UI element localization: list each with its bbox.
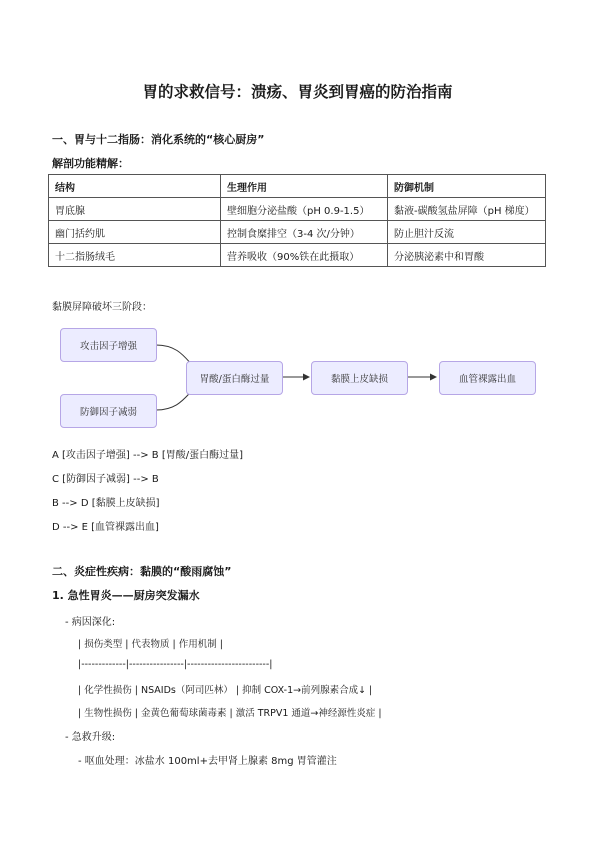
diagram-node-a: 攻击因子增强 xyxy=(60,328,157,362)
diagram-source-line: B --> D [黏膜上皮缺损] xyxy=(52,498,160,509)
table-cell: 胃底腺 xyxy=(49,198,221,221)
table-header-cell: 结构 xyxy=(49,175,221,198)
section-1-subheading: 解剖功能精解： xyxy=(52,157,129,170)
diagram-caption: 黏膜屏障破坏三阶段： xyxy=(52,302,152,313)
list-item: - 急救升级: xyxy=(65,732,116,743)
diagram-source-line: A [攻击因子增强] --> B [胃酸/蛋白酶过量] xyxy=(52,450,243,461)
table-header-cell: 防御机制 xyxy=(388,175,546,198)
table-cell: 幽门括约肌 xyxy=(49,221,221,244)
table-cell: 壁细胞分泌盐酸（pH 0.9-1.5） xyxy=(221,198,388,221)
table-cell: 十二指肠绒毛 xyxy=(49,244,221,267)
text-table-line: | 化学性损伤 | NSAIDs（阿司匹林） | 抑制 COX-1→前列腺素合成↓ | xyxy=(78,685,373,696)
text-table-line: |-------------|----------------|------------------------| xyxy=(78,659,273,670)
section-1-heading: 一、胃与十二指肠：消化系统的“核心厨房” xyxy=(52,133,265,146)
table-cell: 控制食糜排空（3-4 次/分钟） xyxy=(221,221,388,244)
diagram-node-c: 防御因子减弱 xyxy=(60,394,157,428)
diagram-node-b: 胃酸/蛋白酶过量 xyxy=(186,361,283,395)
diagram-source-line: C [防御因子减弱] --> B xyxy=(52,474,159,485)
table-header-cell: 生理作用 xyxy=(221,175,388,198)
text-table-line: | 损伤类型 | 代表物质 | 作用机制 | xyxy=(78,639,223,650)
table-cell: 防止胆汁反流 xyxy=(388,221,546,244)
page-title: 胃的求救信号：溃疡、胃炎到胃癌的防治指南 xyxy=(142,83,453,101)
text-table-line: | 生物性损伤 | 金黄色葡萄球菌毒素 | 激活 TRPV1 通道→神经源性炎症 | xyxy=(78,708,382,719)
table-cell: 分泌胰泌素中和胃酸 xyxy=(388,244,546,267)
diagram-node-d: 黏膜上皮缺损 xyxy=(311,361,408,395)
list-item: - 病因深化: xyxy=(65,617,116,628)
table-cell: 营养吸收（90%铁在此摄取） xyxy=(221,244,388,267)
diagram-node-e: 血管裸露出血 xyxy=(439,361,536,395)
table-cell: 黏液-碳酸氢盐屏障（pH 梯度） xyxy=(388,198,546,221)
list-item: - 呕血处理：冰盐水 100ml+去甲肾上腺素 8mg 胃管灌注 xyxy=(78,756,337,767)
section-2-heading: 二、炎症性疾病：黏膜的“酸雨腐蚀” xyxy=(52,565,232,578)
diagram-source-line: D --> E [血管裸露出血] xyxy=(52,522,159,533)
section-2-subheading: 1. 急性胃炎——厨房突发漏水 xyxy=(52,589,200,602)
